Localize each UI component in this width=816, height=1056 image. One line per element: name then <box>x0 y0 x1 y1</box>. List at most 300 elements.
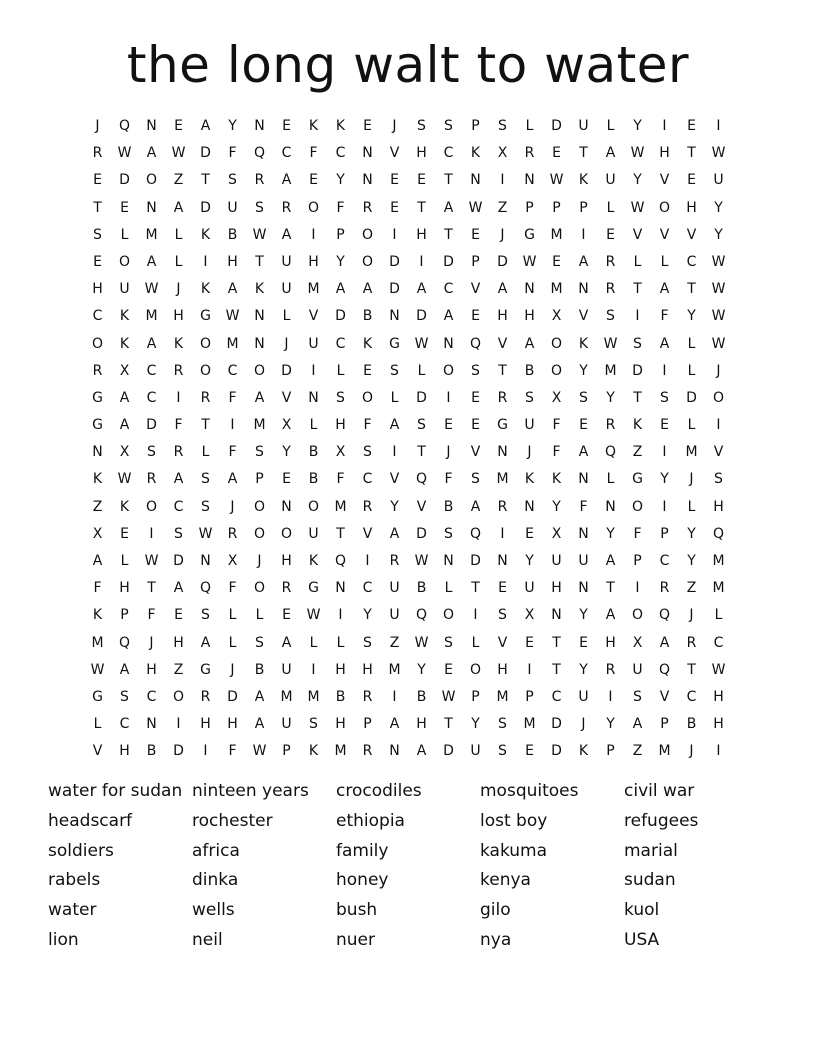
grid-letter: V <box>281 389 292 406</box>
word-list-item: gilo <box>480 900 511 921</box>
grid-letter: L <box>336 634 345 651</box>
grid-letter: S <box>633 688 642 705</box>
grid-letter: I <box>311 362 316 379</box>
grid-letter: M <box>334 498 347 515</box>
grid-letter: P <box>579 199 588 216</box>
grid-letter: X <box>551 525 562 542</box>
grid-letter: N <box>308 389 319 406</box>
grid-letter: M <box>280 688 293 705</box>
grid-letter: Q <box>118 634 131 651</box>
grid-letter: I <box>662 362 667 379</box>
grid-letter: Z <box>632 743 643 760</box>
grid-letter: A <box>470 498 481 515</box>
grid-letter: O <box>172 688 185 705</box>
grid-letter: I <box>149 525 154 542</box>
grid-letter: U <box>551 553 562 569</box>
grid-letter: M <box>253 417 266 434</box>
grid-letter: M <box>712 553 725 569</box>
grid-letter: S <box>228 172 237 189</box>
grid-letter: N <box>497 444 508 461</box>
grid-letter: N <box>551 607 562 624</box>
word-list-item: kakuma <box>480 840 548 861</box>
grid-letter: L <box>93 716 102 733</box>
grid-letter: F <box>147 607 156 624</box>
grid-letter: I <box>419 253 424 270</box>
grid-letter: A <box>173 199 184 216</box>
grid-letter: X <box>524 607 535 624</box>
grid-letter: K <box>119 335 130 352</box>
grid-letter: V <box>497 335 508 352</box>
grid-letter: J <box>689 471 694 488</box>
grid-letter: R <box>200 389 211 406</box>
grid-letter: O <box>145 172 158 189</box>
grid-letter: Q <box>604 444 617 461</box>
grid-letter: E <box>363 362 372 379</box>
grid-letter: I <box>446 389 451 406</box>
grid-letter: S <box>444 634 453 651</box>
grid-letter: C <box>335 335 346 352</box>
grid-letter: S <box>444 118 453 134</box>
grid-letter: C <box>713 634 724 651</box>
grid-letter: H <box>713 688 724 705</box>
grid-letter: I <box>662 118 667 134</box>
grid-letter: L <box>606 199 615 216</box>
grid-letter: G <box>524 226 535 243</box>
grid-letter: E <box>309 172 318 189</box>
grid-letter: N <box>389 743 400 760</box>
grid-letter: R <box>146 471 157 488</box>
grid-letter: T <box>687 145 696 162</box>
grid-letter: H <box>497 308 508 325</box>
grid-letter: C <box>146 362 157 379</box>
grid-letter: J <box>284 335 289 352</box>
grid-letter: H <box>686 199 697 216</box>
grid-letter: F <box>228 743 237 760</box>
grid-letter: K <box>551 471 562 488</box>
grid-letter: F <box>228 389 237 406</box>
grid-letter: G <box>92 389 103 406</box>
grid-letter: K <box>119 498 130 515</box>
grid-letter: Y <box>687 553 696 569</box>
grid-letter: E <box>282 607 291 624</box>
grid-letter: Y <box>525 553 534 569</box>
grid-letter: E <box>417 172 426 189</box>
grid-letter: Y <box>228 118 237 134</box>
grid-letter: H <box>551 580 562 597</box>
grid-letter: U <box>227 199 238 216</box>
grid-letter: L <box>255 607 264 624</box>
grid-letter: O <box>280 525 293 542</box>
grid-letter: J <box>230 661 235 678</box>
grid-letter: U <box>281 253 292 270</box>
grid-letter: B <box>686 716 697 733</box>
grid-letter: U <box>281 661 292 678</box>
grid-letter: S <box>363 634 372 651</box>
grid-letter: D <box>551 716 562 733</box>
grid-letter: U <box>389 580 400 597</box>
grid-letter: R <box>605 661 616 678</box>
grid-letter: E <box>444 417 453 434</box>
grid-letter: T <box>552 634 561 651</box>
grid-letter: L <box>606 118 615 134</box>
grid-letter: T <box>633 389 642 406</box>
grid-letter: P <box>255 471 264 488</box>
grid-letter: U <box>578 553 589 569</box>
grid-letter: P <box>471 118 480 134</box>
grid-letter: R <box>659 580 670 597</box>
grid-letter: R <box>497 389 508 406</box>
grid-letter: Y <box>417 661 426 678</box>
grid-letter: Q <box>118 118 131 134</box>
grid-letter: E <box>444 661 453 678</box>
grid-letter: O <box>361 389 374 406</box>
grid-letter: E <box>93 253 102 270</box>
grid-letter: U <box>308 335 319 352</box>
grid-letter: V <box>686 226 697 243</box>
grid-letter: L <box>687 498 696 515</box>
grid-letter: Y <box>633 118 642 134</box>
grid-letter: A <box>146 253 157 270</box>
grid-letter: E <box>606 226 615 243</box>
grid-letter: J <box>500 226 505 243</box>
grid-letter: D <box>227 688 238 705</box>
grid-letter: A <box>605 145 616 162</box>
grid-letter: K <box>578 743 589 760</box>
grid-letter: Y <box>687 308 696 325</box>
grid-letter: H <box>119 580 130 597</box>
grid-letter: G <box>200 661 211 678</box>
grid-letter: R <box>686 634 697 651</box>
grid-letter: V <box>389 471 400 488</box>
grid-letter: T <box>417 199 426 216</box>
grid-letter: G <box>92 417 103 434</box>
grid-letter: A <box>389 417 400 434</box>
grid-letter: O <box>253 525 266 542</box>
grid-letter: W <box>711 253 726 270</box>
grid-letter: J <box>149 634 154 651</box>
grid-letter: W <box>711 145 726 162</box>
grid-letter: U <box>470 743 481 760</box>
grid-letter: P <box>552 199 561 216</box>
word-list-item: wells <box>192 900 235 921</box>
grid-letter: H <box>659 145 670 162</box>
grid-letter: N <box>524 172 535 189</box>
grid-letter: A <box>146 335 157 352</box>
grid-letter: E <box>363 118 372 134</box>
word-list-item: crocodiles <box>336 781 422 801</box>
grid-letter: J <box>581 716 586 733</box>
grid-letter: D <box>416 308 427 325</box>
grid-letter: Q <box>199 580 212 597</box>
grid-letter: M <box>91 634 104 651</box>
grid-letter: X <box>281 417 292 434</box>
grid-letter: B <box>524 362 535 379</box>
grid-letter: J <box>527 444 532 461</box>
grid-letter: M <box>658 743 671 760</box>
grid-letter: J <box>689 607 694 624</box>
grid-letter: A <box>659 281 670 298</box>
grid-letter: D <box>200 199 211 216</box>
grid-letter: R <box>362 743 373 760</box>
grid-letter: Y <box>714 199 723 216</box>
grid-letter: R <box>362 199 373 216</box>
grid-letter: C <box>443 281 454 298</box>
grid-letter: K <box>362 335 373 352</box>
grid-letter: S <box>255 444 264 461</box>
grid-letter: A <box>443 199 454 216</box>
grid-letter: L <box>390 389 399 406</box>
grid-letter: H <box>92 281 103 298</box>
grid-letter: R <box>227 525 238 542</box>
grid-letter: B <box>308 444 319 461</box>
grid-letter: Y <box>687 525 696 542</box>
grid-letter: P <box>660 525 669 542</box>
word-list-item: nuer <box>336 929 375 950</box>
grid-letter: A <box>173 471 184 488</box>
grid-letter: V <box>308 308 319 325</box>
grid-letter: T <box>336 525 345 542</box>
grid-letter: A <box>443 308 454 325</box>
grid-letter: O <box>91 335 104 352</box>
word-list-item: family <box>336 840 389 861</box>
grid-letter: Z <box>632 444 643 461</box>
grid-letter: P <box>120 607 129 624</box>
grid-letter: D <box>686 389 697 406</box>
grid-letter: E <box>282 118 291 134</box>
grid-letter: O <box>199 335 212 352</box>
grid-letter: O <box>550 335 563 352</box>
grid-letter: W <box>90 661 105 678</box>
grid-letter: Y <box>282 444 291 461</box>
grid-letter: C <box>362 580 373 597</box>
grid-letter: J <box>392 118 397 134</box>
grid-letter: H <box>227 253 238 270</box>
grid-letter: P <box>660 716 669 733</box>
grid-letter: L <box>228 607 237 624</box>
grid-letter: S <box>255 199 264 216</box>
grid-letter: V <box>470 444 481 461</box>
grid-letter: L <box>633 253 642 270</box>
grid-letter: K <box>308 118 319 134</box>
word-list-item: sudan <box>624 870 676 891</box>
grid-letter: A <box>173 580 184 597</box>
grid-letter: M <box>685 444 698 461</box>
grid-letter: S <box>714 471 723 488</box>
grid-letter: E <box>390 172 399 189</box>
grid-letter: G <box>389 335 400 352</box>
grid-letter: W <box>144 281 159 298</box>
grid-letter: R <box>173 444 184 461</box>
word-list <box>48 777 768 956</box>
grid-letter: I <box>716 417 721 434</box>
grid-letter: B <box>308 471 319 488</box>
grid-letter: K <box>578 172 589 189</box>
grid-letter: W <box>144 553 159 569</box>
grid-letter: L <box>714 607 723 624</box>
grid-letter: C <box>551 688 562 705</box>
grid-letter: V <box>92 743 103 760</box>
grid-letter: R <box>92 145 103 162</box>
grid-letter: M <box>388 661 401 678</box>
grid-letter: N <box>605 498 616 515</box>
grid-letter: I <box>716 118 721 134</box>
grid-letter: C <box>173 498 184 515</box>
grid-letter: K <box>173 335 184 352</box>
grid-letter: Y <box>714 226 723 243</box>
grid-letter: R <box>173 362 184 379</box>
grid-letter: H <box>119 743 130 760</box>
grid-letter: A <box>659 335 670 352</box>
grid-letter: O <box>118 253 131 270</box>
word-list-item: headscarf <box>48 810 133 831</box>
grid-letter: E <box>282 471 291 488</box>
grid-letter: Q <box>415 607 428 624</box>
grid-letter: R <box>92 362 103 379</box>
grid-letter: Q <box>334 553 347 569</box>
grid-letter: Z <box>92 498 103 515</box>
grid-letter: K <box>578 335 589 352</box>
grid-letter: Z <box>173 172 184 189</box>
grid-letter: U <box>632 661 643 678</box>
grid-letter: Y <box>606 525 615 542</box>
grid-letter: A <box>119 417 130 434</box>
grid-letter: T <box>687 281 696 298</box>
grid-letter: S <box>471 471 480 488</box>
grid-letter: W <box>198 525 213 542</box>
grid-letter: H <box>713 716 724 733</box>
grid-letter: Q <box>415 471 428 488</box>
grid-letter: F <box>444 471 453 488</box>
grid-letter: D <box>335 308 346 325</box>
grid-letter: L <box>687 335 696 352</box>
grid-letter: A <box>578 444 589 461</box>
word-list-item: rochester <box>192 810 273 831</box>
grid-letter: V <box>659 688 670 705</box>
grid-letter: R <box>281 580 292 597</box>
grid-letter: A <box>362 281 373 298</box>
grid-letter: S <box>120 688 129 705</box>
grid-letter: E <box>579 417 588 434</box>
grid-letter: I <box>203 253 208 270</box>
grid-letter: W <box>711 661 726 678</box>
grid-letter: W <box>630 145 645 162</box>
grid-letter: A <box>605 607 616 624</box>
grid-letter: Y <box>579 362 588 379</box>
grid-letter: U <box>605 172 616 189</box>
grid-letter: R <box>497 498 508 515</box>
grid-letter: A <box>416 743 427 760</box>
grid-letter: M <box>334 743 347 760</box>
grid-letter: E <box>471 389 480 406</box>
grid-letter: Z <box>389 634 400 651</box>
grid-letter: W <box>711 281 726 298</box>
grid-letter: H <box>416 226 427 243</box>
grid-letter: R <box>362 498 373 515</box>
grid-letter: N <box>254 335 265 352</box>
grid-letter: F <box>174 417 183 434</box>
grid-letter: W <box>225 308 240 325</box>
word-list-item: civil war <box>624 781 695 801</box>
grid-letter: I <box>365 553 370 569</box>
grid-letter: E <box>120 525 129 542</box>
word-list-item: ninteen years <box>192 781 309 801</box>
grid-letter: Q <box>253 145 266 162</box>
grid-letter: X <box>551 389 562 406</box>
grid-letter: H <box>200 716 211 733</box>
grid-letter: A <box>524 335 535 352</box>
grid-letter: U <box>281 716 292 733</box>
grid-letter: P <box>471 253 480 270</box>
grid-letter: U <box>281 281 292 298</box>
grid-letter: P <box>606 743 615 760</box>
grid-letter: H <box>173 308 184 325</box>
grid-letter: W <box>117 145 132 162</box>
grid-letter: F <box>579 498 588 515</box>
grid-letter: A <box>335 281 346 298</box>
grid-letter: Y <box>606 716 615 733</box>
grid-letter: B <box>335 688 346 705</box>
grid-letter: Y <box>606 389 615 406</box>
grid-letter: B <box>254 661 265 678</box>
grid-letter: C <box>146 389 157 406</box>
grid-letter: D <box>443 253 454 270</box>
grid-letter: B <box>416 580 427 597</box>
grid-letter: Q <box>712 525 725 542</box>
grid-letter: P <box>471 688 480 705</box>
grid-letter: H <box>308 253 319 270</box>
grid-letter: M <box>550 226 563 243</box>
grid-letter: W <box>630 199 645 216</box>
grid-letter: X <box>551 308 562 325</box>
grid-letter: A <box>119 389 130 406</box>
grid-letter: D <box>443 743 454 760</box>
grid-letter: D <box>200 145 211 162</box>
grid-letter: Q <box>469 335 482 352</box>
grid-letter: V <box>497 634 508 651</box>
word-list-item: lion <box>48 929 79 950</box>
grid-letter: J <box>716 362 721 379</box>
grid-letter: U <box>578 688 589 705</box>
grid-letter: L <box>309 417 318 434</box>
grid-letter: Z <box>497 199 508 216</box>
grid-letter: Y <box>552 498 561 515</box>
grid-letter: K <box>92 607 103 624</box>
grid-letter: J <box>230 498 235 515</box>
grid-letter: O <box>442 607 455 624</box>
grid-letter: E <box>471 417 480 434</box>
grid-letter: C <box>335 145 346 162</box>
grid-letter: E <box>687 172 696 189</box>
grid-letter: M <box>145 226 158 243</box>
grid-letter: F <box>633 525 642 542</box>
grid-letter: W <box>441 688 456 705</box>
grid-letter: M <box>712 580 725 597</box>
grid-letter: N <box>254 118 265 134</box>
grid-letter: N <box>389 308 400 325</box>
grid-letter: U <box>524 580 535 597</box>
grid-letter: H <box>497 661 508 678</box>
grid-letter: H <box>335 661 346 678</box>
grid-letter: I <box>230 417 235 434</box>
word-list-item: soldiers <box>48 840 114 861</box>
grid-letter: I <box>500 172 505 189</box>
grid-letter: V <box>470 281 481 298</box>
grid-letter: A <box>281 634 292 651</box>
grid-letter: N <box>497 553 508 569</box>
grid-letter: L <box>201 444 210 461</box>
grid-letter: V <box>578 308 589 325</box>
grid-letter: D <box>173 743 184 760</box>
